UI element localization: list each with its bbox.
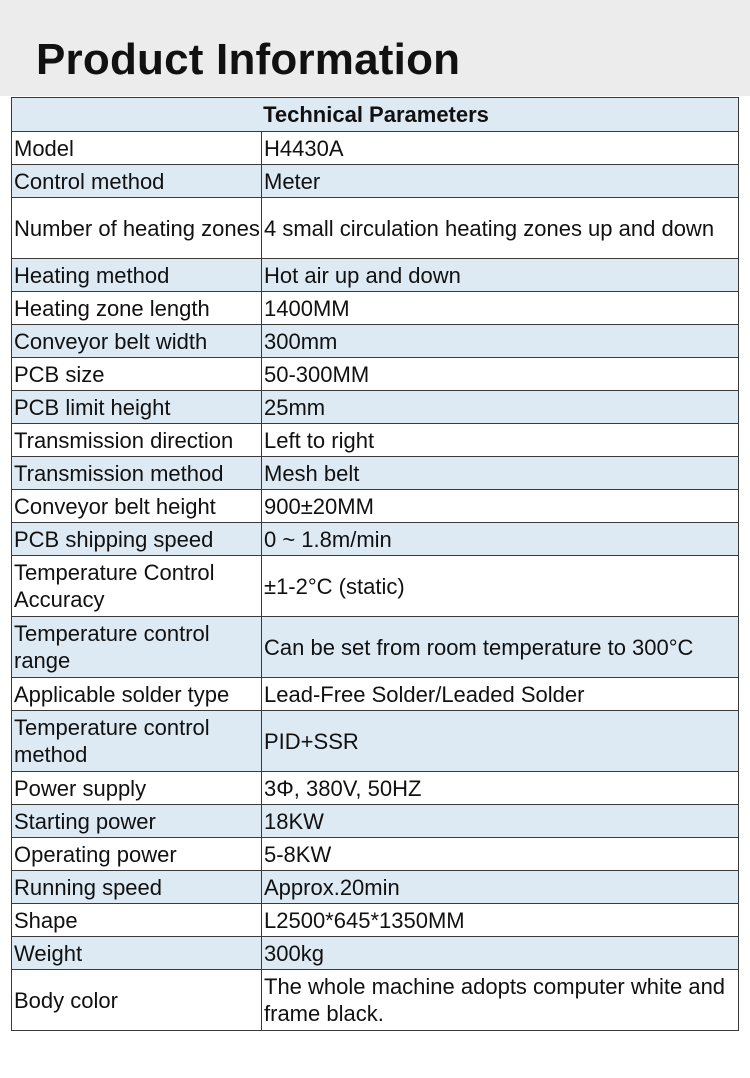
row-label: Conveyor belt height — [12, 490, 262, 523]
row-value: 1400MM — [262, 292, 739, 325]
table-row — [12, 165, 739, 198]
table-row — [12, 556, 739, 617]
spec-table — [11, 97, 739, 1031]
table-row — [12, 132, 739, 165]
row-label: Transmission direction — [12, 424, 262, 457]
table-row — [12, 490, 739, 523]
row-label: Running speed — [12, 871, 262, 904]
table-row — [12, 292, 739, 325]
row-label: Heating method — [12, 259, 262, 292]
row-value: 300mm — [262, 325, 739, 358]
table-header-row — [12, 98, 739, 132]
row-label: Power supply — [12, 772, 262, 805]
row-value: 4 small circulation heating zones up and down — [262, 198, 739, 259]
row-label: Transmission method — [12, 457, 262, 490]
row-value: Meter — [262, 165, 739, 198]
row-value: 50-300MM — [262, 358, 739, 391]
table-row — [12, 325, 739, 358]
row-label: Heating zone length — [12, 292, 262, 325]
row-label: Temperature control method — [12, 711, 262, 772]
table-row — [12, 523, 739, 556]
table-row — [12, 259, 739, 292]
table-row — [12, 358, 739, 391]
row-value: The whole machine adopts computer white and frame black. — [262, 970, 739, 1031]
row-label: PCB limit height — [12, 391, 262, 424]
row-value: 0 ~ 1.8m/min — [262, 523, 739, 556]
row-label: Temperature Control Accuracy — [12, 556, 262, 617]
row-value: 900±20MM — [262, 490, 739, 523]
table-row — [12, 198, 739, 259]
table-row — [12, 711, 739, 772]
row-value: Hot air up and down — [262, 259, 739, 292]
table-row — [12, 772, 739, 805]
table-row — [12, 805, 739, 838]
row-value: 25mm — [262, 391, 739, 424]
row-label: Shape — [12, 904, 262, 937]
row-label: PCB size — [12, 358, 262, 391]
row-value: Mesh belt — [262, 457, 739, 490]
page-title: Product Information — [36, 35, 461, 84]
table-row — [12, 678, 739, 711]
row-label: Starting power — [12, 805, 262, 838]
row-label: Body color — [12, 970, 262, 1031]
row-label: Temperature control range — [12, 617, 262, 678]
row-value: L2500*645*1350MM — [262, 904, 739, 937]
row-value: Lead-Free Solder/Leaded Solder — [262, 678, 739, 711]
table-row — [12, 904, 739, 937]
row-value: PID+SSR — [262, 711, 739, 772]
table-row — [12, 457, 739, 490]
row-label: Applicable solder type — [12, 678, 262, 711]
row-label: Weight — [12, 937, 262, 970]
row-value: 300kg — [262, 937, 739, 970]
row-label: Number of heating zones — [12, 198, 262, 259]
table-row — [12, 871, 739, 904]
row-label: Model — [12, 132, 262, 165]
table-row — [12, 617, 739, 678]
table-row — [12, 838, 739, 871]
row-value: 18KW — [262, 805, 739, 838]
table-header: Technical Parameters — [12, 98, 739, 132]
page-header — [0, 0, 750, 96]
row-value: 5-8KW — [262, 838, 739, 871]
row-label: PCB shipping speed — [12, 523, 262, 556]
row-value: Approx.20min — [262, 871, 739, 904]
row-value: Left to right — [262, 424, 739, 457]
table-row — [12, 937, 739, 970]
row-label: Control method — [12, 165, 262, 198]
row-value: Can be set from room temperature to 300°C — [262, 617, 739, 678]
table-row — [12, 970, 739, 1031]
row-label: Conveyor belt width — [12, 325, 262, 358]
row-value: H4430A — [262, 132, 739, 165]
row-value: ±1-2°C (static) — [262, 556, 739, 617]
table-row — [12, 424, 739, 457]
row-value: 3Φ, 380V, 50HZ — [262, 772, 739, 805]
row-label: Operating power — [12, 838, 262, 871]
table-row — [12, 391, 739, 424]
